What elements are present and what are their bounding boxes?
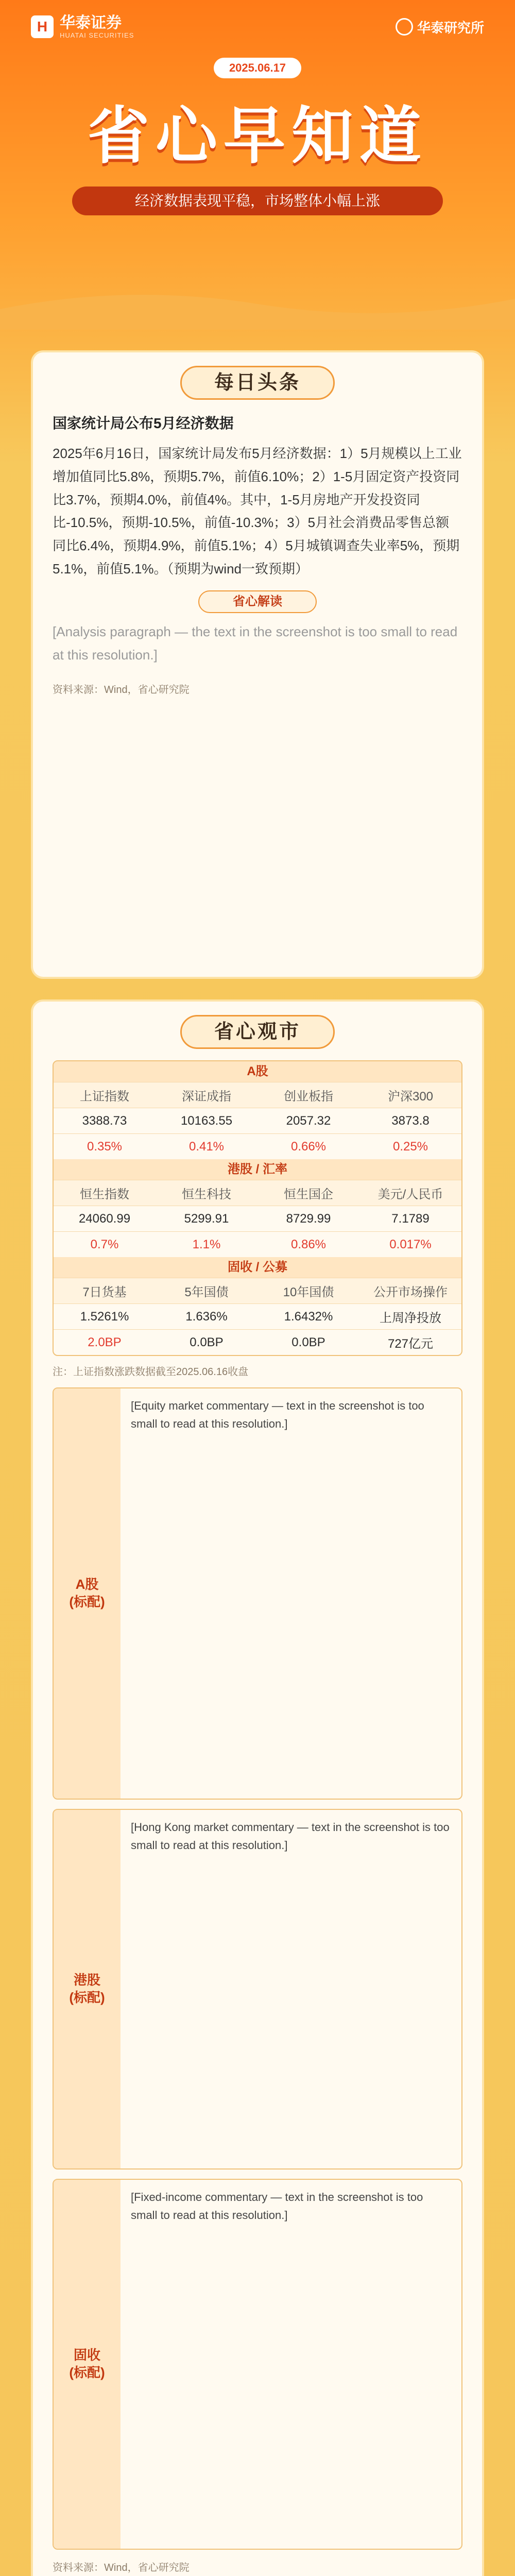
table-cell: 24060.99 xyxy=(78,1211,131,1226)
table-cell: 深证成指 xyxy=(182,1090,231,1104)
view-a-share xyxy=(53,1387,462,1800)
table-cell: 0.7% xyxy=(90,1237,119,1251)
table-cell: 0.0BP xyxy=(291,1335,325,1349)
brand-name: 华泰证券 xyxy=(60,14,122,31)
table-row xyxy=(54,1082,461,1108)
table-cell: 3388.73 xyxy=(82,1113,127,1128)
table-cell: 1.5261% xyxy=(80,1309,129,1324)
page-title: 省心早知道 xyxy=(88,101,427,171)
table-cell: 2057.32 xyxy=(286,1113,331,1128)
section-title: 每日头条 xyxy=(180,366,335,400)
view-text: [Hong Kong market commentary — text in the screenshot is too small to read at this resolution.] xyxy=(131,1821,450,1852)
news-body: 2025年6月16日，国家统计局发布5月经济数据：1）5月规模以上工业增加值同比5.8%，预期5.7%，前值6.10%；2）1-5月固定资产投资同比3.7%，预期4.0%，前值4%。其中，1-5月房地产开发投资同比-10.5%，预期-10.5%，前值-10.3%；3）5月社会消费品零售总额同比6.4%，预期4.9%，前值5.1%；4）5月城镇调查失业率5%，预期5.1%，前值5.1%。（预期为wind一致预期） xyxy=(53,446,462,577)
table-cell: 恒生科技 xyxy=(182,1188,231,1201)
table-cell: 5年国债 xyxy=(184,1285,229,1299)
table-cell: 0.41% xyxy=(188,1139,225,1154)
header-top xyxy=(31,14,484,39)
table-row xyxy=(54,1303,461,1329)
view-text: [Equity market commentary — text in the screenshot is too small to read at this resolution.] xyxy=(131,1399,424,1431)
brand xyxy=(31,14,134,39)
table-cell: 0.0BP xyxy=(190,1335,224,1349)
research-logo-icon xyxy=(396,18,413,36)
table-cell: 恒生国企 xyxy=(284,1188,333,1201)
header xyxy=(0,0,515,330)
research-name: 华泰研究所 xyxy=(417,20,484,36)
table-cell: 5299.91 xyxy=(184,1211,229,1226)
view-fixed-income xyxy=(53,2179,462,2550)
table-row xyxy=(54,1206,461,1231)
market-source: 资料来源：Wind，省心研究院 xyxy=(53,2562,190,2573)
table-band: 港股 / 汇率 xyxy=(54,1159,461,1180)
brand-sub: HUATAI SECURITIES xyxy=(60,31,134,39)
table-cell: 7.1789 xyxy=(391,1211,430,1226)
table-cell: 727亿元 xyxy=(387,1337,434,1351)
news-lead: 国家统计局公布5月经济数据 xyxy=(53,415,234,431)
view-hk xyxy=(53,1809,462,2170)
table-row xyxy=(54,1180,461,1206)
table-cell: 0.25% xyxy=(392,1139,428,1154)
market-table xyxy=(53,1060,462,1356)
table-row xyxy=(54,1108,461,1133)
section-market xyxy=(31,999,484,2576)
page-subtitle: 经济数据表现平稳，市场整体小幅上涨 xyxy=(72,187,443,215)
table-cell: 10163.55 xyxy=(180,1113,233,1128)
section-title: 省心观市 xyxy=(180,1015,335,1049)
table-cell: 1.1% xyxy=(192,1237,221,1251)
table-band: A股 xyxy=(54,1061,461,1082)
table-cell: 沪深300 xyxy=(387,1090,434,1104)
table-cell: 0.35% xyxy=(87,1139,123,1154)
view-text: [Fixed-income commentary — text in the screenshot is too small to read at this resolution.] xyxy=(131,2191,423,2222)
view-label: A股 (标配) xyxy=(54,1388,121,1799)
table-cell: 1.6432% xyxy=(284,1309,333,1324)
section-news xyxy=(31,350,484,979)
table-cell: 恒生指数 xyxy=(80,1188,129,1201)
table-cell: 2.0BP xyxy=(88,1335,122,1349)
table-note: 注：上证指数涨跌数据截至2025.06.16收盘 xyxy=(53,1366,249,1378)
table-cell: 10年国债 xyxy=(283,1285,334,1299)
table-cell: 上周净投放 xyxy=(380,1311,441,1325)
table-row xyxy=(54,1329,461,1355)
date-badge: 2025.06.17 xyxy=(214,58,301,78)
analysis-heading: 省心解读 xyxy=(198,590,317,613)
table-row xyxy=(54,1278,461,1303)
table-row xyxy=(54,1231,461,1257)
table-cell: 8729.99 xyxy=(286,1211,331,1226)
table-cell: 3873.8 xyxy=(391,1113,430,1128)
table-cell: 公开市场操作 xyxy=(373,1285,448,1299)
view-label: 港股 (标配) xyxy=(54,1810,121,2168)
table-cell: 1.636% xyxy=(185,1309,228,1324)
table-cell: 上证指数 xyxy=(80,1090,129,1104)
header-wave xyxy=(0,283,515,330)
brand-logo-icon: H xyxy=(31,15,54,38)
table-band: 固收 / 公募 xyxy=(54,1257,461,1278)
table-cell: 7日货基 xyxy=(82,1285,127,1299)
research-brand xyxy=(396,18,484,37)
table-cell: 0.66% xyxy=(290,1139,327,1154)
analysis-body: [Analysis paragraph — the text in the screenshot is too small to read at this resolution.] xyxy=(53,624,458,663)
table-cell: 0.017% xyxy=(389,1237,432,1251)
table-row xyxy=(54,1133,461,1159)
table-cell: 0.86% xyxy=(290,1237,327,1251)
view-label: 固收 (标配) xyxy=(54,2180,121,2549)
news-source: 资料来源：Wind，省心研究院 xyxy=(53,684,190,696)
table-cell: 美元/人民币 xyxy=(377,1188,443,1201)
table-cell: 创业板指 xyxy=(284,1090,333,1104)
